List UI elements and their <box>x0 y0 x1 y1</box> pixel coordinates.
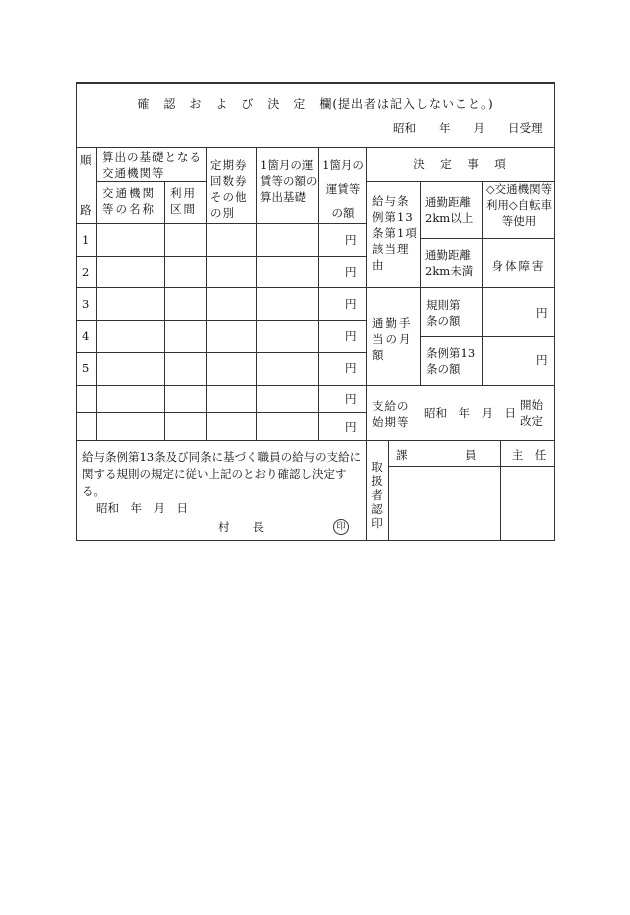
decision-disability: 身体障害 <box>491 259 546 273</box>
form-title: 確 認 お よ び 決 定 欄(提出者は記入しないこと。) <box>137 97 494 111</box>
header-divider <box>76 147 555 148</box>
stamp-label: 取扱者認印 <box>371 460 383 530</box>
confirmation-date: 昭和 年 月 日 <box>96 501 188 515</box>
row-line-6 <box>76 385 366 386</box>
row-line-3 <box>76 287 366 288</box>
col-line-2 <box>164 181 165 440</box>
row-yen: 円 <box>345 392 357 406</box>
allowance-label: 通勤手当の月額 <box>372 316 413 362</box>
col-order-bottom: 路 <box>80 203 92 217</box>
decision-line-d <box>366 385 555 386</box>
received-date: 昭和 年 月 日受理 <box>393 121 543 135</box>
ordinance-amount-yen: 円 <box>536 353 548 367</box>
col-decision: 決 定 事 項 <box>413 157 508 171</box>
row-yen: 円 <box>345 420 357 434</box>
col-line-5 <box>318 147 319 440</box>
col-calc-basis: 1箇月の運賃等の額の算出基礎 <box>260 158 318 204</box>
col-line-7 <box>420 181 421 287</box>
seal-icon: 印 <box>333 519 349 535</box>
row-yen: 円 <box>345 233 357 247</box>
decision-line-c <box>420 336 555 337</box>
stamp-line-3 <box>388 466 555 467</box>
signer-title: 村 長 <box>218 520 264 534</box>
row-yen: 円 <box>345 329 357 343</box>
row-number: 3 <box>82 297 90 311</box>
stamp-staff: 課 員 <box>396 448 477 462</box>
decision-article-label: 給与条例第13条第1項該当理由 <box>372 194 418 272</box>
row-number: 1 <box>82 233 90 247</box>
confirmation-text: 給与条例第13条及び同条に基づく職員の給与の支給に関する規則の規定に従い上記のとおり確認し決定する。 <box>82 450 362 498</box>
stamp-line-2 <box>500 440 501 541</box>
rule-amount-yen: 円 <box>536 306 548 320</box>
col-pass-type: 定期券回数券その他の別 <box>210 158 248 220</box>
col-line-6 <box>366 147 367 541</box>
col-monthly-fare: 1箇月の運賃等の額 <box>322 158 364 220</box>
start-type: 開始改定 <box>520 398 543 428</box>
form-top-border <box>76 82 555 84</box>
stamp-chief: 主 任 <box>511 448 547 462</box>
col-line-3 <box>206 147 207 440</box>
start-date: 昭和 年 月 日 <box>424 406 516 420</box>
row-number: 2 <box>82 265 90 279</box>
decision-line-b <box>366 287 555 288</box>
ordinance-amount-label: 条例第13条の額 <box>426 346 476 376</box>
row-yen: 円 <box>345 297 357 311</box>
row-line-5 <box>76 352 366 353</box>
start-label: 支給の始期等 <box>372 399 410 429</box>
col-transport-name: 交通機関等の名称 <box>102 186 156 216</box>
row-number: 4 <box>82 329 90 343</box>
row-line-4 <box>76 320 366 321</box>
decision-distance-under: 通勤距離2km未満 <box>425 248 474 278</box>
col-basis: 算出の基礎となる交通機関等 <box>102 150 202 180</box>
decision-line-a <box>420 238 555 239</box>
col-order-top: 順 <box>80 153 92 167</box>
row-line-2 <box>76 256 366 257</box>
decision-transport-use: ◇交通機関等利用◇自転車等使用 <box>485 182 553 228</box>
decision-distance-over: 通勤距離2km以上 <box>425 195 474 225</box>
col-line-1 <box>96 147 97 440</box>
rule-amount-label: 規則第条の額 <box>426 298 461 328</box>
stamp-line-1 <box>388 440 389 541</box>
subheader-line <box>96 181 206 182</box>
row-yen: 円 <box>345 361 357 375</box>
row-line-7 <box>76 412 366 413</box>
lower-section-line <box>76 440 555 441</box>
row-number: 5 <box>82 361 90 375</box>
col-section: 利用区間 <box>170 186 197 216</box>
row-yen: 円 <box>345 265 357 279</box>
